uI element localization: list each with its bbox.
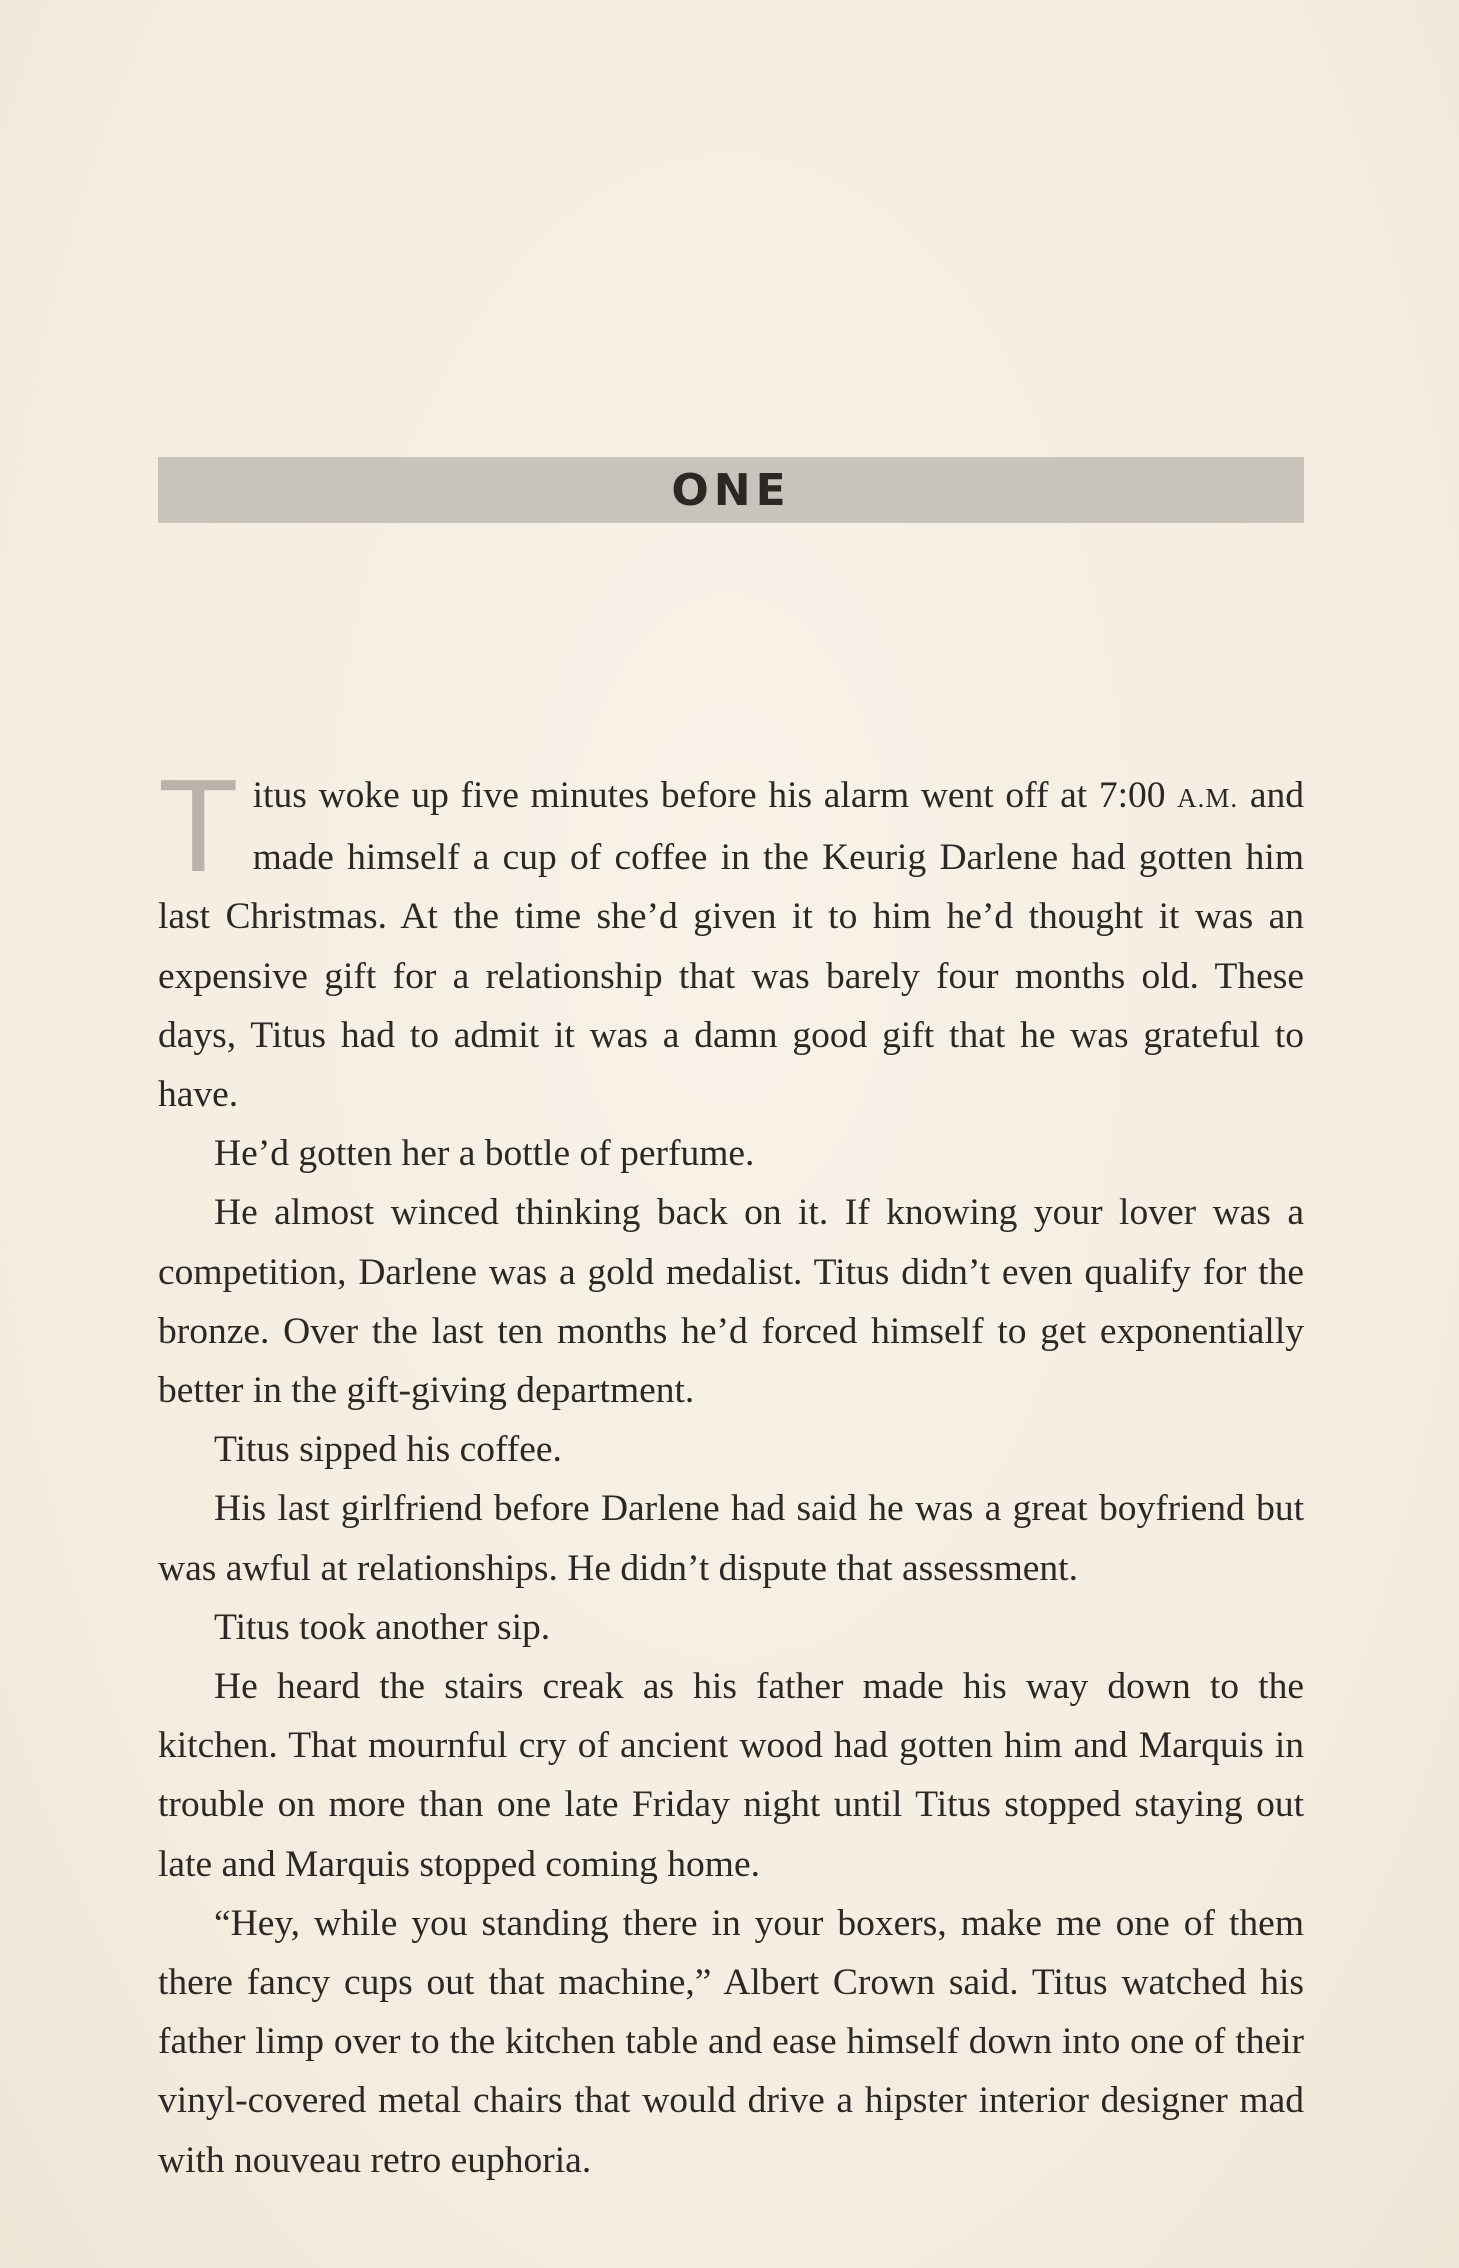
paragraph-1-text-continued: and made himself a cup of coffee in the Keurig Darlene had gotten him last Christmas. At the time she’d given it to him he’d thought it was an expensive gift for a relationship that was barely four months old. These days, Titus had to admit it was a damn good gift that he was grateful to have. bbox=[158, 775, 1304, 1116]
paragraph-1 bbox=[158, 752, 1304, 1124]
chapter-title: ONE bbox=[671, 464, 791, 516]
paragraph-2: He’d gotten her a bottle of perfume. bbox=[214, 1133, 755, 1175]
paragraph-7: He heard the stairs creak as his father made his way down to the kitchen. That mournful cry of ancient wood had gotten him and Marquis in trouble on more than one late Friday night until Titus stopped staying out late and Marquis stopped coming home. bbox=[158, 1666, 1304, 1885]
paragraph-1-text: itus woke up five minutes before his alarm went off at 7:00 bbox=[252, 775, 1178, 816]
paragraph-3: He almost winced thinking back on it. If knowing your lover was a competition, Darlene was a gold medalist. Titus didn’t even qualify for the bronze. Over the last ten months he’d forced himself to get exponentially better in the gift-giving department. bbox=[158, 1192, 1304, 1412]
time-suffix: A.M. bbox=[1177, 783, 1239, 813]
paragraph-6: Titus took another sip. bbox=[214, 1606, 551, 1648]
drop-cap: T bbox=[158, 752, 239, 899]
paragraph-5: His last girlfriend before Darlene had said he was a great boyfriend but was awful at relationships. He didn’t dispute that assessment. bbox=[158, 1488, 1304, 1589]
chapter-body bbox=[158, 752, 1304, 2190]
paragraph-4: Titus sipped his coffee. bbox=[214, 1429, 562, 1471]
paragraph-8: “Hey, while you standing there in your boxers, make me one of them there fancy cups out that machine,” Albert Crown said. Titus watched his father limp over to the kitchen table and ease himself down into one of their vinyl-covered metal chairs that would drive a hipster interior designer mad with nouveau retro euphoria. bbox=[158, 1902, 1304, 2181]
chapter-heading-bar bbox=[158, 457, 1304, 523]
